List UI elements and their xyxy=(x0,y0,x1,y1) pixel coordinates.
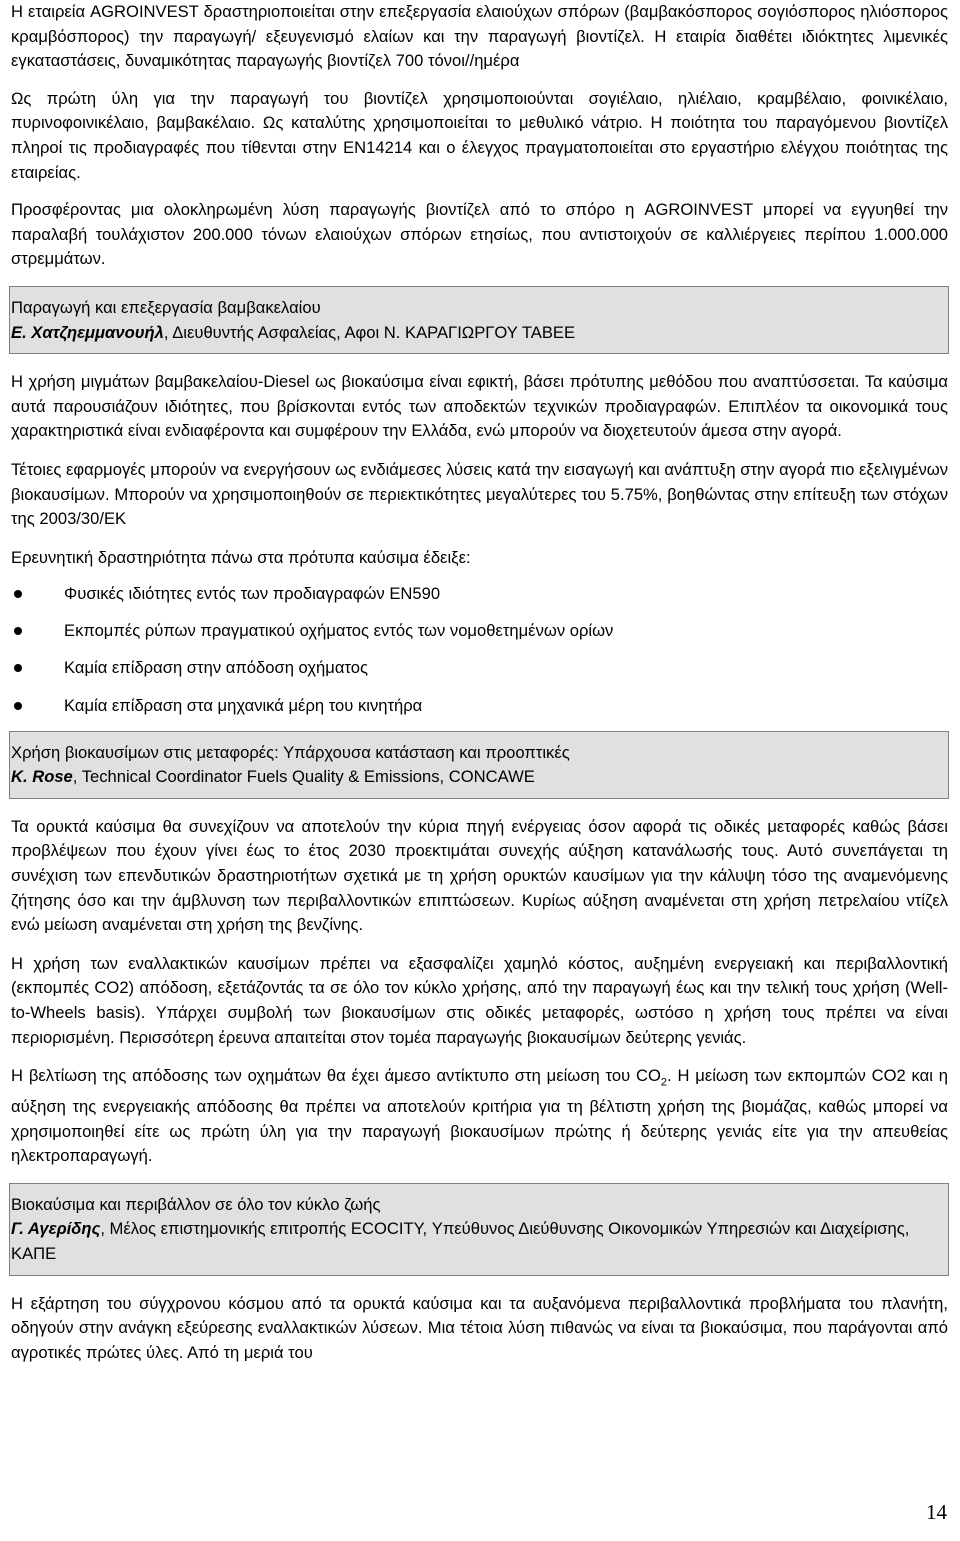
intro-paragraph-1: Η εταιρεία AGROINVEST δραστηριοποιείται στην επεξεργασία ελαιούχων σπόρων (βαμβακόσπορος σογιόσπορος ηλιόσπορος κραμβόσπορος) την παραγωγή/ εξευγενισμό ελαίων και την παραγωγή βιοντίζελ. Η εταιρία διαθέτει ιδιόκτητες λιμενικές εγκαταστάσεις, δυναμικότητας παραγωγής βιοντίζελ 700 τόνοι//ημέρα xyxy=(11,2,948,71)
section-author xyxy=(11,321,943,346)
section-heading-box-1 xyxy=(9,286,949,354)
section1-paragraph-3: Ερευνητική δραστηριότητα πάνω στα πρότυπα καύσιμα έδειξε: xyxy=(11,547,471,567)
section1-paragraph-2: Τέτοιες εφαρμογές μπορούν να ενεργήσουν ως ενδιάμεσες λύσεις κατά την εισαγωγή και ανάπτυξη στην αγορά πιο εξελιγμένων βιοκαυσίμων. Μπορούν να χρησιμοποιηθούν σε περιεκτικότητες μεγαλύτερες του 5.75%, βοηθώντας στην επίτευξη των στόχων της 2003/30/ΕΚ xyxy=(11,459,948,529)
section1-paragraph-1: Η χρήση μιγμάτων βαμβακελαίου-Diesel ως βιοκαύσιμα είναι εφικτή, βάσει πρότυπης μεθόδου που αναπτύσσεται. Τα καύσιμα αυτά παρουσιάζουν ιδιότητες, που βρίσκονται εντός των αποδεκτών τεχνικών προδιαγραφών. Επιπλέον τα οικονομικά τους χαρακτηριστικά είναι ενδιαφέροντα και συμφέρουν την Ελλάδα, ενώ μπορούν να διοχετευτούν άμεσα στην αγορά. xyxy=(11,372,948,441)
author-role: , Technical Coordinator Fuels Quality & Emissions, CONCAWE xyxy=(72,767,535,787)
section-title: Χρήση βιοκαυσίμων στις μεταφορές: Υπάρχουσα κατάσταση και προοπτικές xyxy=(11,742,570,762)
section2-paragraph-2: Η χρήση των εναλλακτικών καυσίμων πρέπει να εξασφαλίζει χαμηλό κόστος, αυξημένη ενεργειακή και περιβαλλοντική (εκπομπές CO2) απόδοση, εξετάζοντάς τα σε όλο τον κύκλο χρήσης, από την παραγωγή έως και την τελική τους χρήση (Well-to-Wheels basis). Υπάρχει συμβολή των βιοκαυσίμων στις οδικές μεταφορές, ωστόσο η χρήση τους πρέπει να είναι περιορισμένη. Περισσότερη έρευνα απαιτείται στον τομέα παραγωγής βιοκαυσίμων δεύτερης γενιάς. xyxy=(11,953,948,1047)
section2-paragraph-1: Τα ορυκτά καύσιμα θα συνεχίζουν να αποτελούν την κύρια πηγή ενέργειας όσον αφορά τις οδικές μεταφορές καθώς βάσει προβλέψεων που έχουν γίνει έως το έτος 2030 προεκτιμάται συνεχής αύξηση κατανάλωσής τους. Αυτό συνεπάγεται τη συνέχιση των επενδυτικών δραστηριοτήτων σχετικά με τη χρήση ορυκτών καυσίμων για την κάλυψη τόσο της αναμενόμενης ζήτησης όσο και την άμβλυνση των περιβαλλοντικών επιπτώσεων. Κυρίως αύξηση αναμένεται στη χρήση πετρελαίου ντίζελ ενώ μείωση αναμένεται στη χρήση της βενζίνης. xyxy=(11,816,948,935)
document-page xyxy=(11,0,948,1365)
intro-paragraph-3: Προσφέροντας μια ολοκληρωμένη λύση παραγωγής βιοντίζελ από το σπόρο η AGROINVEST μπορεί να εγγυηθεί την παραλαβή τουλάχιστον 200.000 τόνων ελαιούχων σπόρων ετησίως, που αντιστοιχούν σε καλλιέργειες περίπου 1.000.000 στρεμμάτων. xyxy=(11,200,948,269)
list-item: Φυσικές ιδιότητες εντός των προδιαγραφών EN590 xyxy=(11,582,948,607)
section-title: Παραγωγή και επεξεργασία βαμβακελαίου xyxy=(11,297,321,317)
author-role: , Διευθυντής Ασφαλείας, Αφοι Ν. ΚΑΡΑΓΙΩΡΓΟΥ ΤΑΒΕΕ xyxy=(163,322,576,342)
bullet-icon xyxy=(14,702,22,710)
author-role: , Μέλος επιστημονικής επιτροπής ECOCITY, Υπεύθυνος Διεύθυνσης Οικονομικών Υπηρεσιών και Διαχείρισης, ΚΑΠΕ xyxy=(11,1219,910,1264)
section-heading-box-3 xyxy=(9,1183,949,1276)
author-name: K. Rose xyxy=(11,767,73,787)
bullet-icon xyxy=(14,590,22,598)
list-item: Καμία επίδραση στην απόδοση οχήματος xyxy=(11,656,948,681)
author-name: Γ. Αγερίδης xyxy=(11,1219,101,1239)
intro-paragraph-2: Ως πρώτη ύλη για την παραγωγή του βιοντίζελ χρησιμοποιούνται σογιέλαιο, ηλιέλαιο, κραμβέλαιο, φοινικέλαιο, πυρινοφοινικέλαιο, βαμβακέλαιο. Ως καταλύτης χρησιμοποιείται το μεθυλικό νάτριο. Η ποιότητα του παραγόμενου βιοντίζελ πληροί τις προδιαγραφές που τίθενται στην EN14214 και ο έλεγχος πραγματοποιείται στο εργαστήριο ελέγχου ποιότητας της εταιρείας. xyxy=(11,88,948,182)
section3-paragraph-1: Η εξάρτηση του σύγχρονου κόσμου από τα ορυκτά καύσιμα και τα αυξανόμενα περιβαλλοντικά προβλήματα του πλανήτη, οδηγούν στην ανάγκη εξεύρεσης εναλλακτικών λύσεων. Μια τέτοια λύση πιθανώς να είναι τα βιοκαύσιμα, που παράγονται από αγροτικές πρώτες ύλες. Από τη μεριά του xyxy=(11,1293,948,1362)
section-heading-box-2 xyxy=(9,731,949,799)
author-name: Ε. Χατζηεμμανουήλ xyxy=(11,322,164,342)
page-number: 14 xyxy=(926,1500,947,1524)
section-author xyxy=(11,765,943,790)
section-title: Βιοκαύσιμα και περιβάλλον σε όλο τον κύκλο ζωής xyxy=(11,1194,381,1214)
bullet-icon xyxy=(14,664,22,672)
list-item: Εκπομπές ρύπων πραγματικού οχήματος εντός των νομοθετημένων ορίων xyxy=(11,619,948,644)
list-item: Καμία επίδραση στα μηχανικά μέρη του κινητήρα xyxy=(11,694,948,719)
section-author xyxy=(11,1217,943,1266)
section2-paragraph-3: Η βελτίωση της απόδοσης των οχημάτων θα έχει άμεσο αντίκτυπο στη μείωση του $CO_2$. Η μείωση των εκπομπών CO2 και η αύξηση της ενεργειακής απόδοσης θα πρέπει να αποτελούν κριτήρια για τη βέλτιστη χρήση της βιομάζας, καθώς μπορεί να χρησιμοποιηθεί είτε ως πρώτη ύλη για την παραγωγή βιοκαυσίμων πρώτης ή δεύτερης γενιάς είτε για την απευθείας ηλεκτροπαραγωγή. xyxy=(11,1066,948,1166)
findings-list xyxy=(11,582,948,718)
bullet-icon xyxy=(14,627,22,635)
